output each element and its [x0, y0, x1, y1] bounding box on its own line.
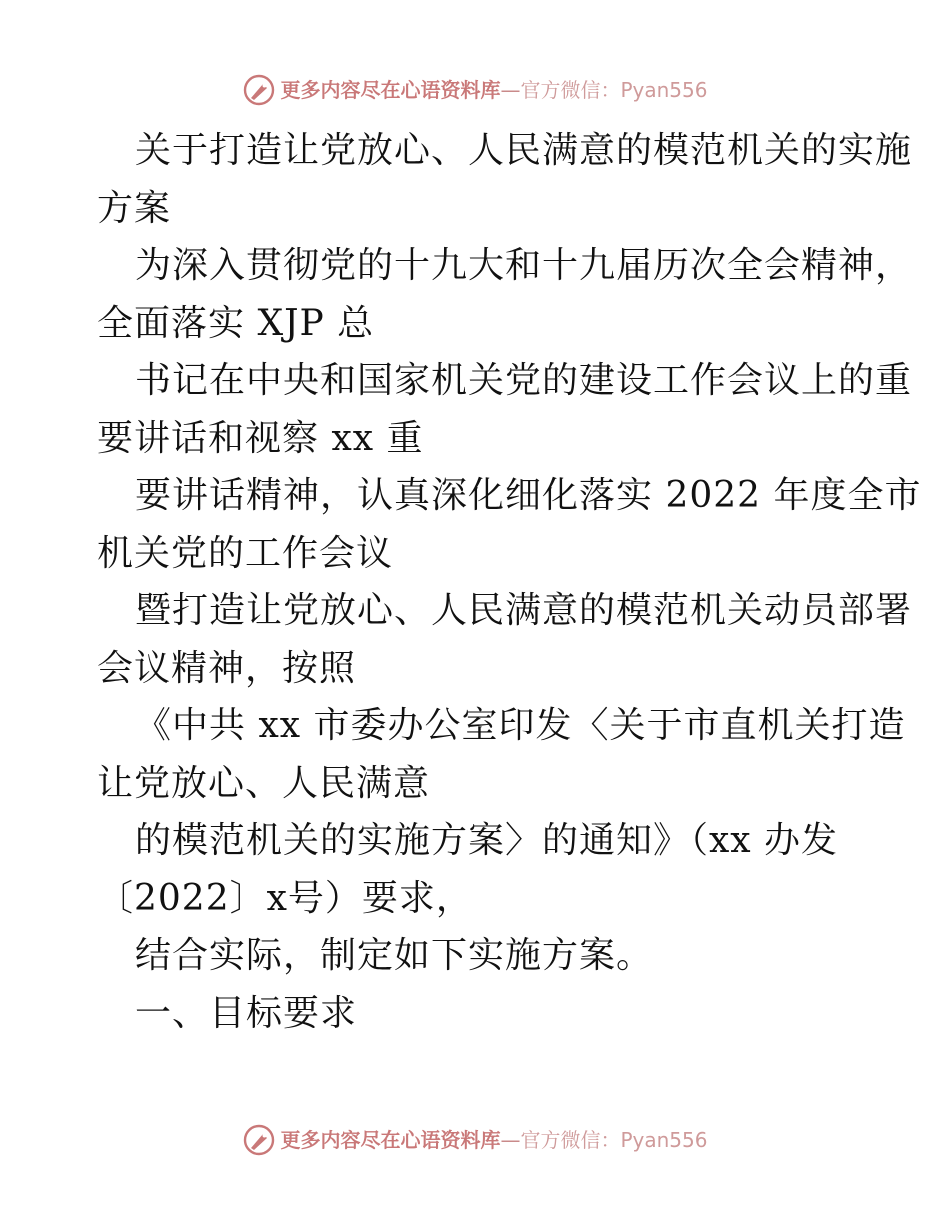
body-line: 机关党的工作会议 [97, 532, 394, 574]
watermark-separator: — [500, 78, 521, 102]
document-body [97, 122, 922, 1042]
watermark-separator: — [500, 1128, 521, 1152]
watermark-site-name: 更多内容尽在心语资料库 [280, 78, 501, 102]
body-line: 为深入贯彻党的十九大和十九届历次全会精神， [135, 245, 913, 286]
body-line: 《中共 xx 市委办公室印发〈关于市直机关打造 [135, 705, 906, 746]
section-heading: 一、目标要求 [135, 992, 358, 1034]
pen-nib-logo-icon [242, 73, 276, 107]
body-line: 的模范机关的实施方案〉的通知》（xx 办发 [135, 820, 839, 861]
body-line: 全面落实 XJP 总 [97, 302, 375, 344]
body-line: 结合实际，制定如下实施方案。 [135, 935, 654, 976]
footer-watermark [0, 1120, 950, 1160]
body-line: 书记在中央和国家机关党的建设工作会议上的重 [135, 360, 913, 401]
pen-nib-logo-icon [242, 1123, 276, 1157]
header-watermark [0, 70, 950, 110]
body-line: 方案 [97, 187, 172, 229]
body-line: 让党放心、人民满意 [97, 762, 431, 804]
watermark-wechat: 官方微信：Pyan556 [520, 78, 708, 102]
body-line: 会议精神，按照 [97, 647, 357, 689]
body-line: 〔2022〕x号）要求， [97, 877, 473, 919]
body-line: 暨打造让党放心、人民满意的模范机关动员部署 [135, 590, 913, 631]
body-line: 要讲话和视察 xx 重 [97, 417, 424, 459]
body-line: 要讲话精神，认真深化细化落实 2022 年度全市 [135, 475, 922, 516]
watermark-wechat: 官方微信：Pyan556 [520, 1128, 708, 1152]
body-line: 关于打造让党放心、人民满意的模范机关的实施 [135, 130, 913, 171]
watermark-site-name: 更多内容尽在心语资料库 [280, 1128, 501, 1152]
